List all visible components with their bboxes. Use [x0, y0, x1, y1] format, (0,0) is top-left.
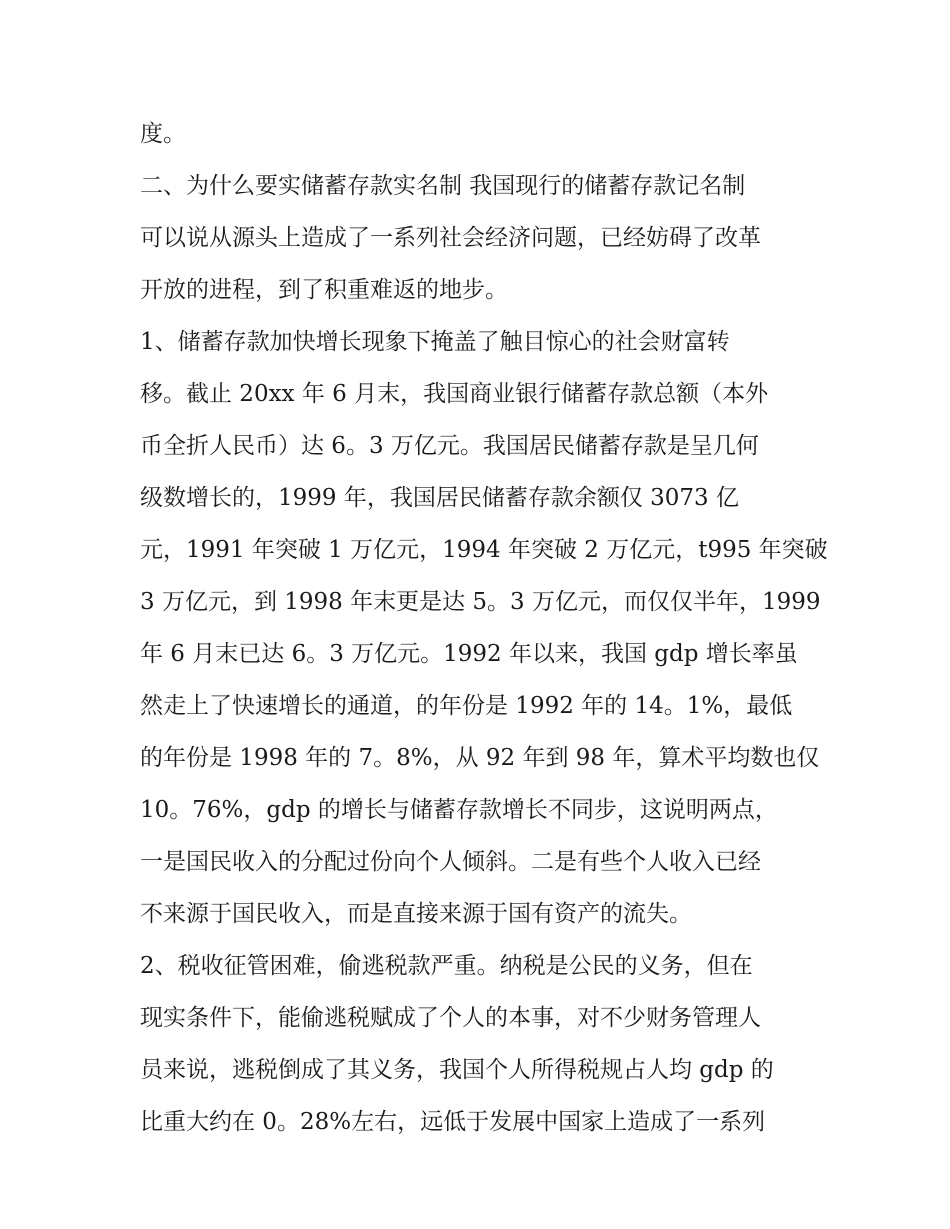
text-line: 币全折人民币）达 6。3 万亿元。我国居民储蓄存款是呈几何 — [140, 433, 759, 459]
text-line: 移。截止 20xx 年 6 月末，我国商业银行储蓄存款总额（本外 — [140, 381, 769, 407]
text-line: 的年份是 1998 年的 7。8%，从 92 年到 98 年，算术平均数也仅 — [140, 745, 820, 771]
text-line: 可以说从源头上造成了一系列社会经济问题，已经妨碍了改革 — [140, 225, 761, 251]
text-line: 比重大约在 0。28%左右，远低于发展中国家上造成了一系列 — [140, 1109, 766, 1135]
text-line: 元，1991 年突破 1 万亿元，1994 年突破 2 万亿元，t995 年突破 — [140, 537, 828, 563]
text-line: 不来源于国民收入，而是直接来源于国有资产的流失。 — [140, 901, 692, 927]
text-line: 员来说，逃税倒成了其义务，我国个人所得税规占人均 gdp 的 — [140, 1057, 774, 1083]
text-line: 一是国民收入的分配过份向个人倾斜。二是有些个人收入已经 — [140, 849, 761, 875]
text-line: 开放的进程，到了积重难返的地步。 — [140, 277, 508, 303]
text-line: 度。 — [140, 121, 186, 147]
text-line: 现实条件下，能偷逃税赋成了个人的本事，对不少财务管理人 — [140, 1005, 761, 1031]
text-line: 2、税收征管困难，偷逃税款严重。纳税是公民的义务，但在 — [140, 953, 753, 979]
text-line: 然走上了快速增长的通道，的年份是 1992 年的 14。1%，最低 — [140, 693, 793, 719]
document-body — [140, 108, 830, 1148]
text-line: 3 万亿元，到 1998 年末更是达 5。3 万亿元，而仅仅半年，1999 — [140, 589, 821, 615]
text-line: 10。76%，gdp 的增长与储蓄存款增长不同步，这说明两点， — [140, 797, 778, 823]
text-line: 级数增长的，1999 年，我国居民储蓄存款余额仅 3073 亿 — [140, 485, 739, 511]
text-line: 1、储蓄存款加快增长现象下掩盖了触目惊心的社会财富转 — [140, 329, 730, 355]
text-line: 二、为什么要实储蓄存款实名制 我国现行的储蓄存款记名制 — [140, 173, 746, 199]
text-line: 年 6 月末已达 6。3 万亿元。1992 年以来，我国 gdp 增长率虽 — [140, 641, 798, 667]
